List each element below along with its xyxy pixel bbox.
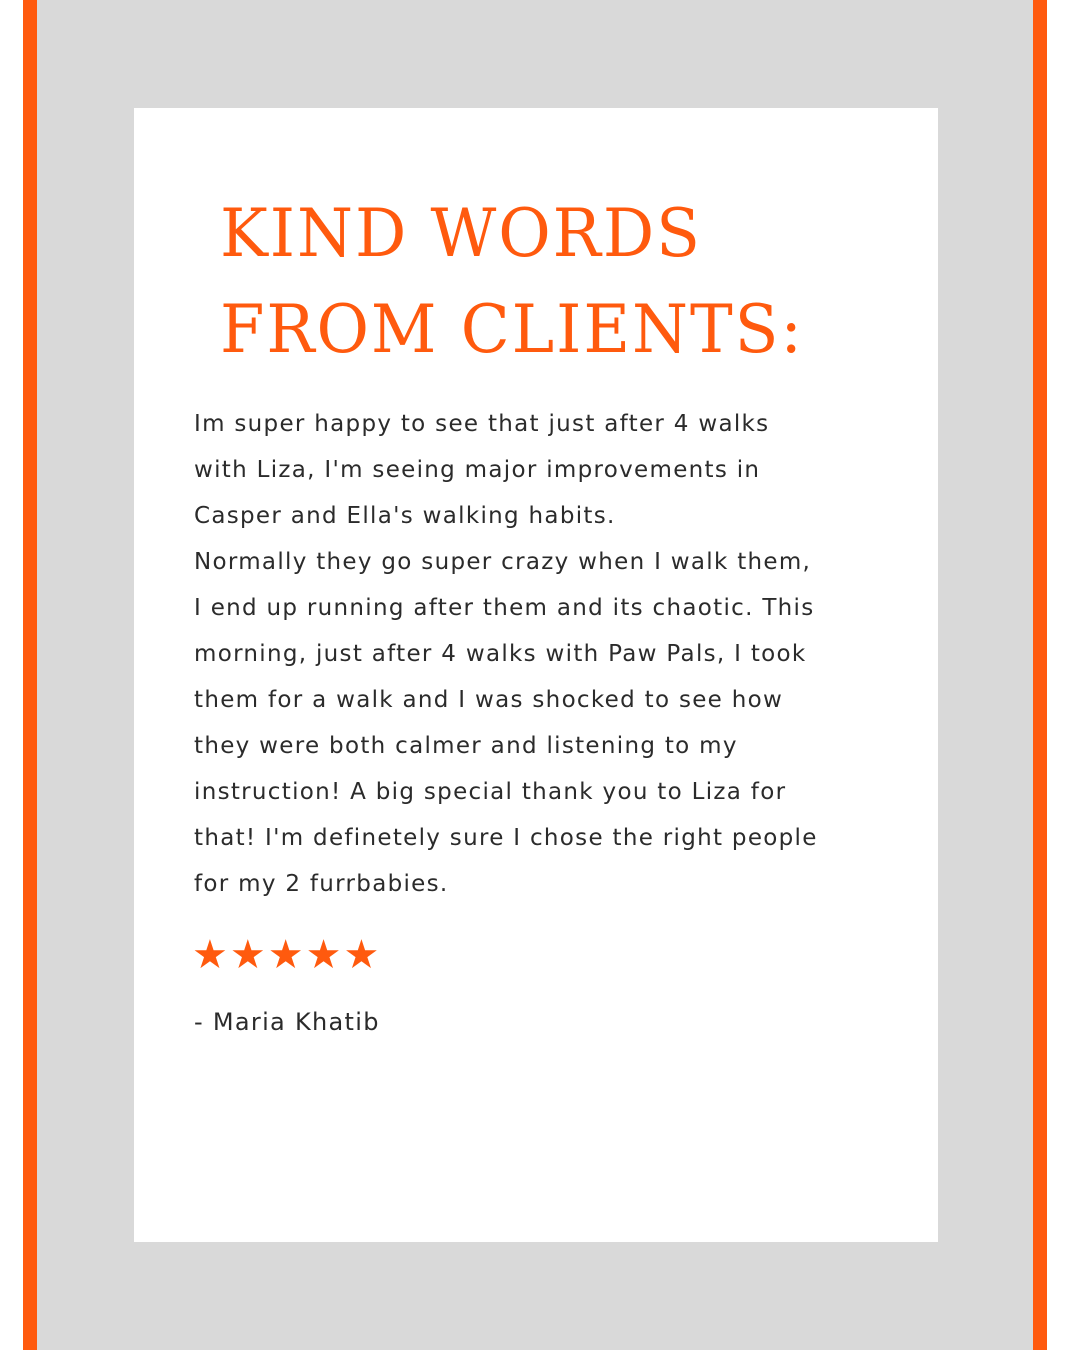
review-line: Normally they go super crazy when I walk them, bbox=[194, 549, 812, 575]
title-line-1: KIND WORDS bbox=[220, 195, 702, 272]
review-line: them for a walk and I was shocked to see how bbox=[194, 687, 784, 713]
review-author: - Maria Khatib bbox=[194, 1008, 380, 1036]
review-line: morning, just after 4 walks with Paw Pals, I took bbox=[194, 641, 807, 667]
review-text bbox=[194, 401, 874, 907]
left-accent-border bbox=[23, 0, 37, 1350]
review-line: they were both calmer and listening to my bbox=[194, 733, 738, 759]
review-line: Im super happy to see that just after 4 walks bbox=[194, 411, 770, 437]
star-rating: ★★★★★ bbox=[192, 932, 382, 978]
testimonial-card bbox=[134, 108, 938, 1242]
review-line: instruction! A big special thank you to Liza for bbox=[194, 779, 787, 805]
title-line-2: FROM CLIENTS: bbox=[220, 291, 804, 368]
review-line: that! I'm definetely sure I chose the right people bbox=[194, 825, 818, 851]
review-line: for my 2 furrbabies. bbox=[194, 871, 449, 897]
review-line: I end up running after them and its chaotic. This bbox=[194, 595, 815, 621]
review-line: Casper and Ella's walking habits. bbox=[194, 503, 616, 529]
page-title bbox=[220, 186, 822, 378]
right-accent-border bbox=[1033, 0, 1047, 1350]
review-line: with Liza, I'm seeing major improvements in bbox=[194, 457, 761, 483]
